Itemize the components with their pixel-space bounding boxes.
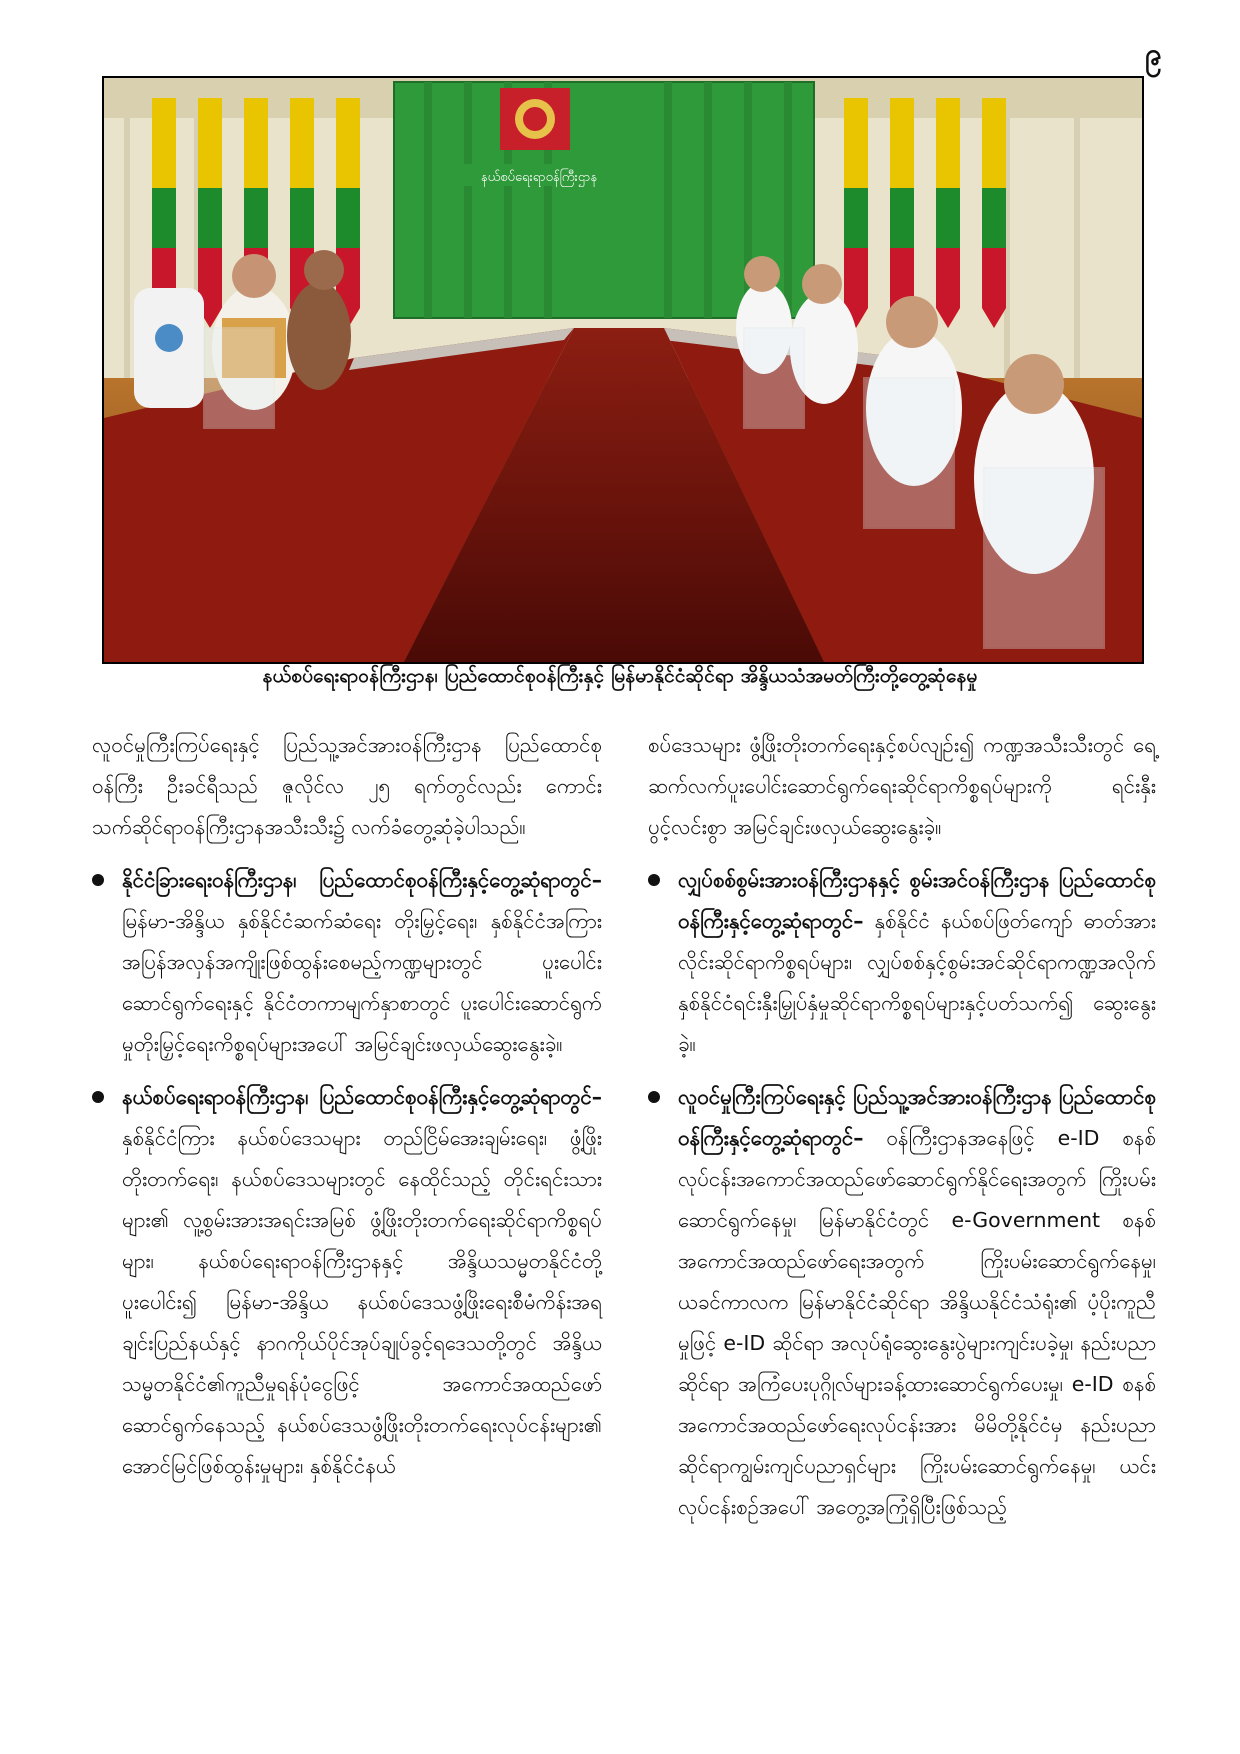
photo-caption: နယ်စပ်ရေးရာဝန်ကြီးဌာန၊ ပြည်ထောင်စုဝန်ကြီးနှင့် မြန်မာနိုင်ငံဆိုင်ရာ အိန္ဒိယသံအမတ်ကြီးတို့တွေ့ဆုံနေမှု <box>262 665 978 687</box>
bullet-body: မြန်မာ-အိန္ဒိယ နှစ်နိုင်ငံဆက်ဆံရေး တိုးမြှင့်ရေး၊ နှစ်နိုင်ငံအကြား အပြန်အလှန်အကျိုးဖြစ်ထွန်းစေမည့်ကဏ္ဍများတွင် ပူးပေါင်းဆောင်ရွက်ရေးနှင့် နိုင်ငံတကာမျက်နှာစာတွင် ပူးပေါင်းဆောင်ရွက်မှုတိုးမြှင့်ရေးကိစ္စရပ်များအပေါ် အမြင်ချင်းဖလှယ်ဆွေးနွေးခဲ့။ <box>122 909 602 1056</box>
bullet-dot-icon <box>648 1091 660 1103</box>
bullet-foreign-affairs <box>92 860 602 1065</box>
bullet-immigration-population <box>648 1077 1156 1528</box>
bullet-electricity-energy <box>648 860 1156 1065</box>
bullet-body: နှစ်နိုင်ငံကြား နယ်စပ်ဒေသများ တည်ငြိမ်အေးချမ်းရေး၊ ဖွံ့ဖြိုးတိုးတက်ရေး၊ နယ်စပ်ဒေသများတွင် နေထိုင်သည့် တိုင်းရင်းသားများ၏ လူ့စွမ်းအားအရင်းအမြစ် ဖွံ့ဖြိုးတိုးတက်ရေးဆိုင်ရာကိစ္စရပ်များ၊ နယ်စပ်ရေးရာဝန်ကြီးဌာနနှင့် အိန္ဒိယသမ္မတနိုင်ငံတို့ ပူးပေါင်း၍ မြန်မာ-အိန္ဒိယ နယ်စပ်ဒေသဖွံ့ဖြိုးရေးစီမံကိန်းအရ ချင်းပြည်နယ်နှင့် နာဂကိုယ်ပိုင်အုပ်ချုပ်ခွင့်ရဒေသတို့တွင် အိန္ဒိယသမ္မတနိုင်ငံ၏ကူညီမှုရန်ပုံငွေဖြင့် အကောင်အထည်ဖော်ဆောင်ရွက်နေသည့် နယ်စပ်ဒေသဖွံ့ဖြိုးတိုးတက်ရေးလုပ်ငန်းများ၏ အောင်မြင်ဖြစ်ထွန်းမှုများ၊ နှစ်နိုင်ငံနယ် <box>122 1126 602 1478</box>
left-column <box>92 725 602 1499</box>
backdrop-sign: နယ်စပ်ရေးရာဝန်ကြီးဌာန <box>480 170 598 185</box>
left-intro-paragraph: လူဝင်မှုကြီးကြပ်ရေးနှင့် ပြည်သူ့အင်အားဝန်ကြီးဌာန ပြည်ထောင်စုဝန်ကြီး ဦးခင်ရီသည် ဇူလိုင်လ ၂၅ ရက်တွင်လည်း ကောင်း သက်ဆိုင်ရာဝန်ကြီးဌာနအသီးသီး၌ လက်ခံတွေ့ဆုံခဲ့ပါသည်။ <box>92 733 602 839</box>
bullet-heading: လူဝင်မှုကြီးကြပ်ရေးနှင့် ပြည်သူ့အင်အားဝန်ကြီးဌာန ပြည်ထောင်စုဝန်ကြီးနှင့်တွေ့ဆုံရာတွင်– <box>678 1085 1156 1150</box>
right-intro-paragraph: စပ်ဒေသများ ဖွံ့ဖြိုးတိုးတက်ရေးနှင့်စပ်လျဉ်း၍ ကဏ္ဍအသီးသီးတွင် ရေ့ဆက်လက်ပူးပေါင်းဆောင်ရွက်ရေးဆိုင်ရာကိစ္စရပ်များကို ရင်းနှီးပွင့်လင်းစွာ အမြင်ချင်းဖလှယ်ဆွေးနွေးခဲ့။ <box>648 733 1156 839</box>
bullet-body: ဝန်ကြီးဌာနအနေဖြင့် e-ID စနစ် လုပ်ငန်းအကောင်အထည်ဖော်ဆောင်ရွက်နိုင်ရေးအတွက် ကြိုးပမ်းဆောင်ရွက်နေမှု၊ မြန်မာနိုင်ငံတွင် e-Government စနစ် အကောင်အထည်ဖော်ရေးအတွက် ကြိုးပမ်းဆောင်ရွက်နေမှု၊ ယခင်ကာလက မြန်မာနိုင်ငံဆိုင်ရာ အိန္ဒိယနိုင်ငံသံရုံး၏ ပံ့ပိုးကူညီမှုဖြင့် e-ID ဆိုင်ရာ အလုပ်ရုံဆွေးနွေးပွဲများကျင်းပခဲ့မှု၊ နည်းပညာဆိုင်ရာ အကြံပေးပုဂ္ဂိုလ်များခန့်ထားဆောင်ရွက်ပေးမှု၊ e-ID စနစ် အကောင်အထည်ဖော်ရေးလုပ်ငန်းအား မိမိတို့နိုင်ငံမှ နည်းပညာဆိုင်ရာကျွမ်းကျင်ပညာရှင်များ ကြိုးပမ်းဆောင်ရွက်နေမှု၊ ယင်းလုပ်ငန်းစဉ်အပေါ် အတွေ့အကြုံရှိပြီးဖြစ်သည့် <box>678 1126 1156 1519</box>
meeting-room-image <box>104 78 1142 662</box>
bullet-heading: နိုင်ငံခြားရေးဝန်ကြီးဌာန၊ ပြည်ထောင်စုဝန်ကြီးနှင့်တွေ့ဆုံရာတွင်– <box>122 868 602 892</box>
bullet-heading: နယ်စပ်ရေးရာဝန်ကြီးဌာန၊ ပြည်ထောင်စုဝန်ကြီးနှင့်တွေ့ဆုံရာတွင်– <box>122 1085 602 1109</box>
bullet-dot-icon <box>648 874 660 886</box>
bullet-border-affairs <box>92 1077 602 1487</box>
bullet-dot-icon <box>92 1091 104 1103</box>
bullet-body: နှစ်နိုင်ငံ နယ်စပ်ဖြတ်ကျော် ဓာတ်အားလိုင်းဆိုင်ရာကိစ္စရပ်များ၊ လျှပ်စစ်နှင့်စွမ်းအင်ဆိုင်ရာကဏ္ဍအလိုက် နှစ်နိုင်ငံရင်းနှီးမြှုပ်နှံမှုဆိုင်ရာကိစ္စရပ်များနှင့်ပတ်သက်၍ ဆွေးနွေးခဲ့။ <box>678 909 1156 1056</box>
bullet-dot-icon <box>92 874 104 886</box>
bullet-heading: လျှပ်စစ်စွမ်းအားဝန်ကြီးဌာနနှင့် စွမ်းအင်ဝန်ကြီးဌာန ပြည်ထောင်စုဝန်ကြီးနှင့်တွေ့ဆုံရာတွင်– <box>678 868 1156 933</box>
right-column <box>648 725 1156 1540</box>
page-number: ၉ <box>1145 37 1162 72</box>
meeting-photo <box>102 76 1144 664</box>
